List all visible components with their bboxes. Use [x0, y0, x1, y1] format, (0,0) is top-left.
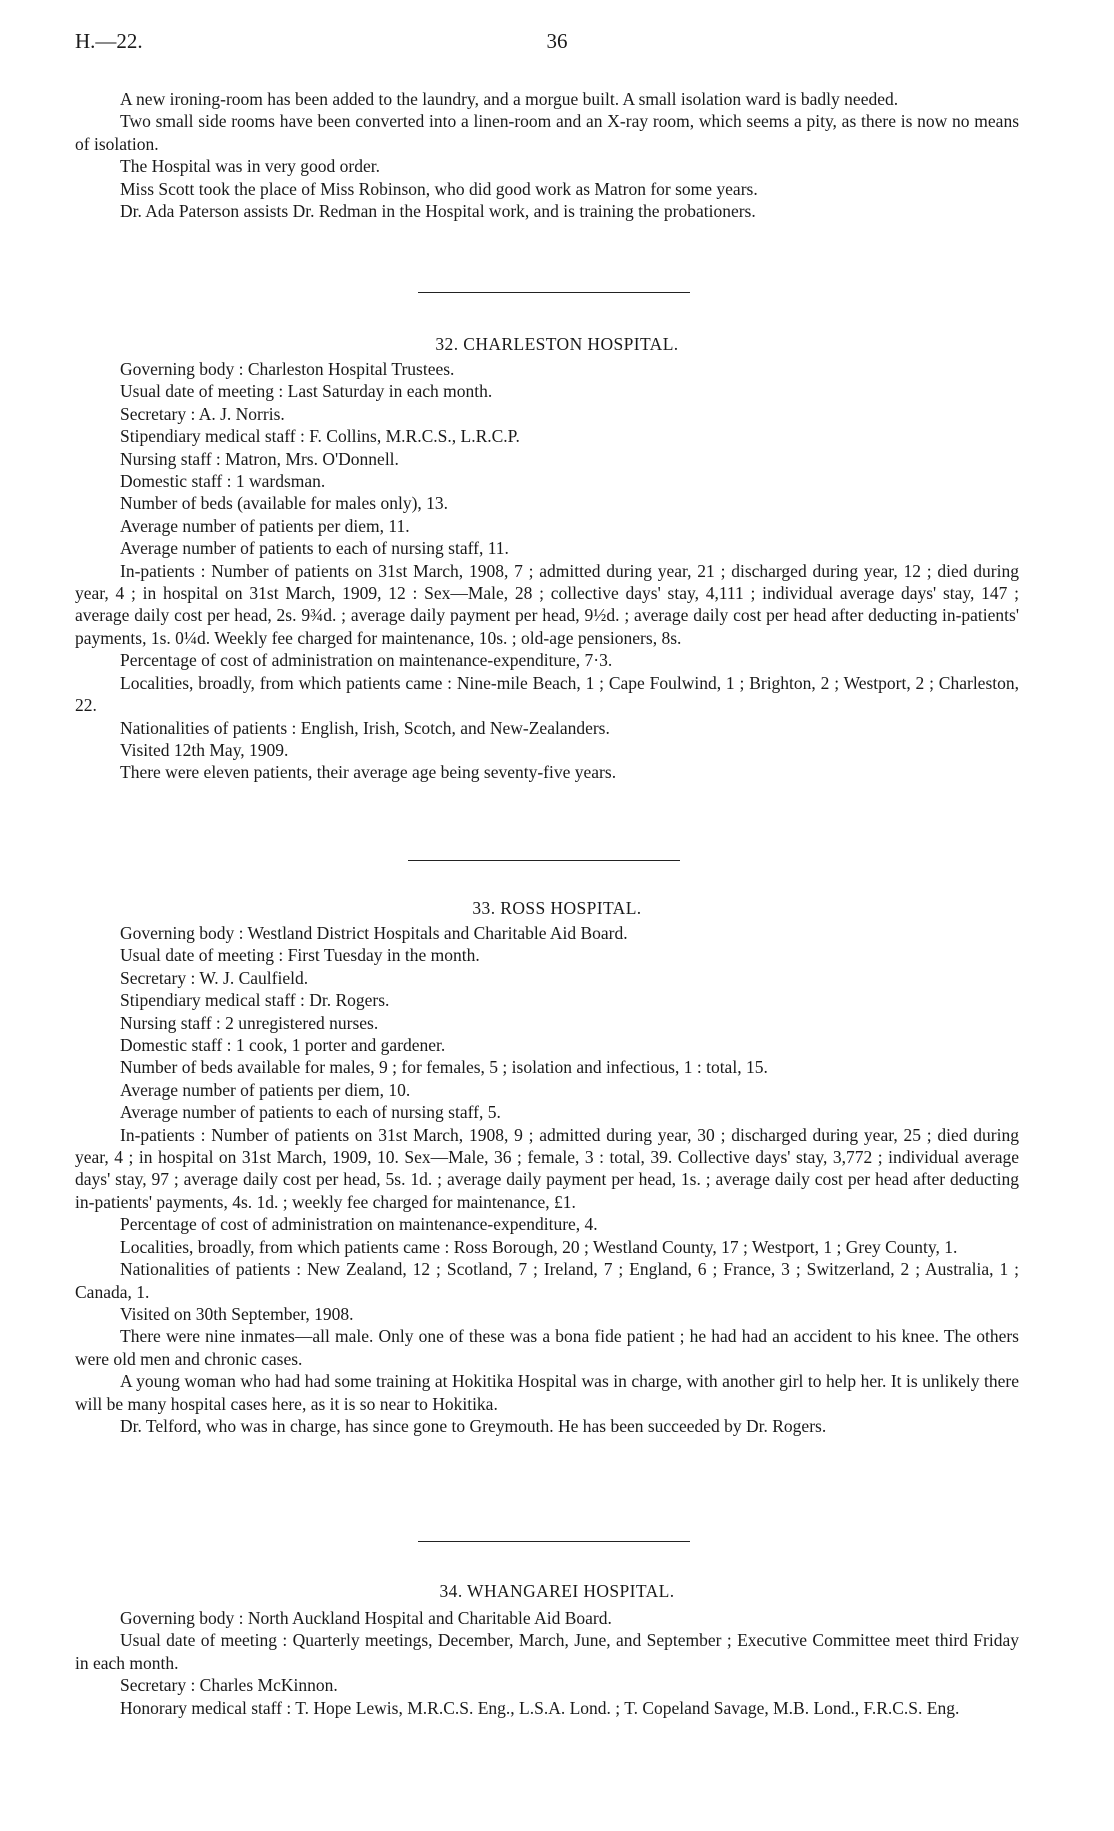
section-title: 32. CHARLESTON HOSPITAL.: [435, 334, 679, 354]
paragraph: Domestic staff : 1 cook, 1 porter and gardener.: [120, 1035, 446, 1056]
paragraph: There were nine inmates—all male. Only one of these was a bona fide patient ; he had had an accident to his knee. The others were old men and chronic cases.: [75, 1326, 1019, 1369]
paragraph: Average number of patients to each of nursing staff, 11.: [120, 538, 509, 559]
paragraph: Governing body : Charleston Hospital Trustees.: [120, 359, 455, 379]
paragraph: Stipendiary medical staff : F. Collins, M.R.C.S., L.R.C.P.: [120, 426, 520, 447]
paragraph: Governing body : North Auckland Hospital and Charitable Aid Board.: [120, 1608, 612, 1628]
paragraph: Dr. Ada Paterson assists Dr. Redman in the Hospital work, and is training the probationers.: [120, 201, 756, 222]
paragraph: Miss Scott took the place of Miss Robinson, who did good work as Matron for some years.: [120, 178, 758, 199]
section-body-ross: [75, 922, 1019, 1437]
paragraph: In-patients : Number of patients on 31st March, 1908, 9 ; admitted during year, 30 ; discharged during year, 25 ; died during year, 4 ; in hospital on 31st March, 1909, 10. Sex—Male, 36 ; female, 3 : total, 39. Collective days' stay, 3,772 ; individual average days' stay, 97 ; average daily cost per head, 5s. 1d. ; average daily payment per head, 1s. ; average daily cost per head after deducting in-patients' payments, 4s. 1d. ; weekly fee charged for maintenance, £1.: [75, 1124, 1019, 1212]
paragraph: Average number of patients to each of nursing staff, 5.: [120, 1102, 501, 1123]
section-divider: [418, 292, 690, 293]
paragraph: Nationalities of patients : New Zealand, 12 ; Scotland, 7 ; Ireland, 7 ; England, 6 ; France, 3 ; Switzerland, 2 ; Australia, 1 ; Canada, 1.: [75, 1259, 1019, 1302]
paragraph: Dr. Telford, who was in charge, has since gone to Greymouth. He has been succeeded by Dr. Rogers.: [120, 1415, 827, 1436]
paragraph: Visited on 30th September, 1908.: [120, 1303, 354, 1324]
paragraph: Secretary : Charles McKinnon.: [120, 1675, 338, 1696]
paragraph: Secretary : W. J. Caulfield.: [120, 967, 309, 988]
intro-text: [75, 88, 1019, 222]
paragraph: Honorary medical staff : T. Hope Lewis, M.R.C.S. Eng., L.S.A. Lond. ; T. Copeland Savage, M.B. Lond., F.R.C.S. Eng.: [120, 1697, 960, 1718]
paragraph: Governing body : Westland District Hospitals and Charitable Aid Board.: [120, 923, 628, 943]
paragraph: Usual date of meeting : Last Saturday in each month.: [120, 381, 493, 402]
section-title: 34. WHANGAREI HOSPITAL.: [439, 1581, 675, 1601]
paragraph: Secretary : A. J. Norris.: [120, 403, 285, 424]
paragraph: Nursing staff : Matron, Mrs. O'Donnell.: [120, 448, 399, 469]
paragraph: Domestic staff : 1 wardsman.: [120, 471, 326, 492]
paragraph: A new ironing-room has been added to the laundry, and a morgue built. A small isolation ward is badly needed.: [120, 89, 899, 109]
paragraph: Nursing staff : 2 unregistered nurses.: [120, 1012, 379, 1033]
paragraph: Percentage of cost of administration on maintenance-expenditure, 7·3.: [120, 650, 613, 671]
paragraph: Two small side rooms have been converted into a linen-room and an X-ray room, which seems a pity, as there is now no means of isolation.: [75, 111, 1019, 154]
paragraph: Usual date of meeting : Quarterly meetings, December, March, June, and September ; Executive Committee meet third Friday in each month.: [75, 1630, 1019, 1673]
section-title: 33. ROSS HOSPITAL.: [472, 898, 642, 918]
paragraph: Usual date of meeting : First Tuesday in the month.: [120, 945, 480, 966]
section-divider: [418, 1541, 690, 1542]
paragraph: Number of beds (available for males only), 13.: [120, 493, 449, 514]
paragraph: Localities, broadly, from which patients came : Ross Borough, 20 ; Westland County, 17 ; Westport, 1 ; Grey County, 1.: [120, 1236, 958, 1257]
paragraph: Average number of patients per diem, 11.: [120, 515, 410, 536]
page-number: 36: [546, 29, 568, 53]
section-body-whangarei: [75, 1607, 1019, 1719]
document-reference: H.—22.: [75, 29, 143, 53]
paragraph: The Hospital was in very good order.: [120, 156, 381, 177]
paragraph: Nationalities of patients : English, Irish, Scotch, and New-Zealanders.: [120, 717, 610, 738]
paragraph: Visited 12th May, 1909.: [120, 739, 289, 760]
paragraph: Stipendiary medical staff : Dr. Rogers.: [120, 990, 390, 1011]
section-body-charleston: [75, 358, 1019, 784]
paragraph: There were eleven patients, their average age being seventy-five years.: [120, 762, 617, 783]
paragraph: In-patients : Number of patients on 31st March, 1908, 7 ; admitted during year, 21 ; discharged during year, 12 ; died during year, 4 ; in hospital on 31st March, 1909, 12 : Sex—Male, 28 ; collective days' stay, 4,111 ; individual average days' stay, 147 ; average daily cost per head, 2s. 9¾d. ; average daily payment per head, 9½d. ; average daily cost per head after deducting in-patients' payments, 1s. 0¼d. Weekly fee charged for maintenance, 10s. ; old-age pensioners, 8s.: [75, 560, 1019, 648]
paragraph: Percentage of cost of administration on maintenance-expenditure, 4.: [120, 1214, 598, 1235]
paragraph: Localities, broadly, from which patients came : Nine-mile Beach, 1 ; Cape Foulwind, 1 ; Brighton, 2 ; Westport, 2 ; Charleston, 22.: [75, 672, 1019, 716]
paragraph: Number of beds available for males, 9 ; for females, 5 ; isolation and infectious, 1 : total, 15.: [120, 1057, 768, 1078]
section-divider: [408, 860, 680, 861]
paragraph: Average number of patients per diem, 10.: [120, 1079, 411, 1100]
paragraph: A young woman who had had some training at Hokitika Hospital was in charge, with another girl to help her. It is unlikely there will be many hospital cases here, as it is so near to Hokitika.: [75, 1371, 1019, 1414]
